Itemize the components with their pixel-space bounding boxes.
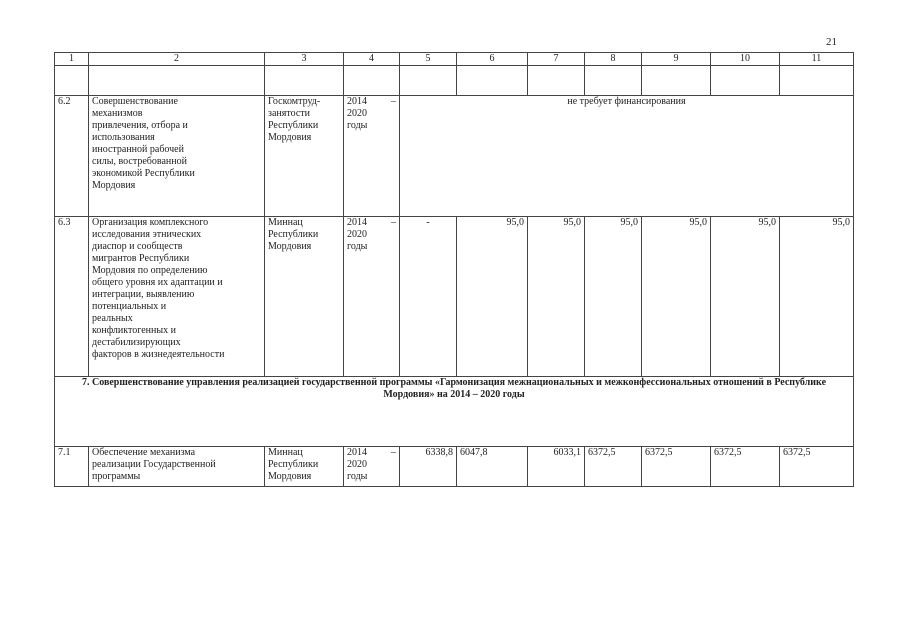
measure-name: Организация комплексного исследования этнических диаспор и сообществ мигрантов Республики Мордовия по определению общего уровня их адаптации и интеграции, выявлению потенциальных и реальных конфликтогенных и дестабилизирующих факторов в жизнедеятельности bbox=[89, 217, 265, 377]
table-row bbox=[55, 447, 854, 487]
column-number: 2 bbox=[89, 53, 265, 66]
executor: Миннац Республики Мордовия bbox=[265, 447, 344, 487]
column-number: 4 bbox=[344, 53, 400, 66]
page-number: 21 bbox=[826, 36, 837, 48]
row-number: 7.1 bbox=[55, 447, 89, 487]
measure-name: Совершенствование механизмов привлечения, отбора и использования иностранной рабочей силы, востребованной экономикой Республики Мордовия bbox=[89, 96, 265, 217]
value-cell: 6372,5 bbox=[585, 447, 642, 487]
executor: Госкомтруд- занятости Республики Мордовия bbox=[265, 96, 344, 217]
measure-name: Обеспечение механизма реализации Государственной программы bbox=[89, 447, 265, 487]
value-cell: - bbox=[400, 217, 457, 377]
budget-table bbox=[54, 52, 854, 487]
blank-row bbox=[55, 66, 854, 96]
section-header-row bbox=[55, 377, 854, 447]
column-number: 9 bbox=[642, 53, 711, 66]
value-cell: 6372,5 bbox=[642, 447, 711, 487]
value-cell: 95,0 bbox=[711, 217, 780, 377]
value-cell: 6338,8 bbox=[400, 447, 457, 487]
executor: Миннац Республики Мордовия bbox=[265, 217, 344, 377]
column-number: 6 bbox=[457, 53, 528, 66]
period: 2014 – 2020 годы bbox=[344, 217, 400, 377]
table-row bbox=[55, 96, 854, 217]
column-number: 3 bbox=[265, 53, 344, 66]
value-cell: 6033,1 bbox=[528, 447, 585, 487]
column-number: 1 bbox=[55, 53, 89, 66]
column-number: 7 bbox=[528, 53, 585, 66]
table-row bbox=[55, 217, 854, 377]
funding-note: не требует финансирования bbox=[400, 96, 854, 217]
column-number: 8 bbox=[585, 53, 642, 66]
section-title: 7. Совершенствование управления реализацией государственной программы «Гармонизация межнациональных и межконфессиональных отношений в Республике Мордовия» на 2014 – 2020 годы bbox=[55, 377, 854, 447]
period: 2014 – 2020 годы bbox=[344, 96, 400, 217]
value-cell: 95,0 bbox=[457, 217, 528, 377]
column-number: 5 bbox=[400, 53, 457, 66]
column-number-row bbox=[55, 53, 854, 66]
column-number: 11 bbox=[780, 53, 854, 66]
value-cell: 95,0 bbox=[642, 217, 711, 377]
period: 2014 – 2020 годы bbox=[344, 447, 400, 487]
value-cell: 95,0 bbox=[528, 217, 585, 377]
row-number: 6.3 bbox=[55, 217, 89, 377]
value-cell: 6372,5 bbox=[780, 447, 854, 487]
value-cell: 95,0 bbox=[585, 217, 642, 377]
value-cell: 95,0 bbox=[780, 217, 854, 377]
row-number: 6.2 bbox=[55, 96, 89, 217]
value-cell: 6047,8 bbox=[457, 447, 528, 487]
value-cell: 6372,5 bbox=[711, 447, 780, 487]
column-number: 10 bbox=[711, 53, 780, 66]
